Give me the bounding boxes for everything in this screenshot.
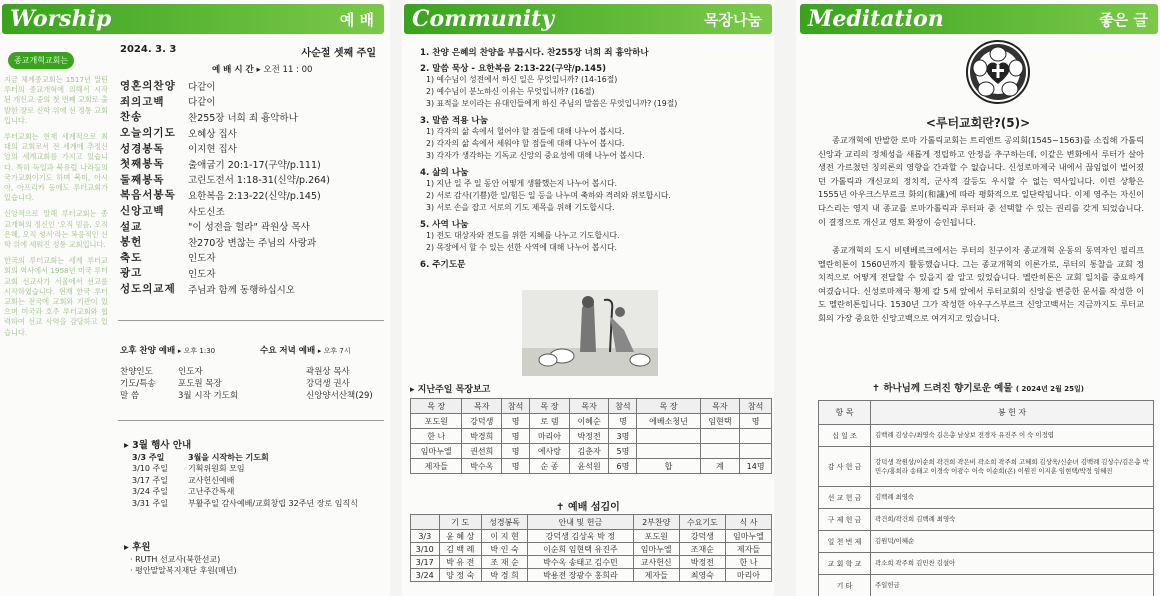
- report-cell: 5명: [609, 444, 637, 459]
- serve-cell: 한 나: [725, 556, 771, 569]
- offering-row: [819, 575, 1154, 596]
- serve-header-row: [411, 515, 772, 530]
- serve-header-cell: 성경봉독: [482, 515, 528, 530]
- order-label: 성도의교제: [120, 283, 176, 296]
- report-cell: 포도원: [411, 414, 462, 429]
- report-table: [410, 398, 772, 474]
- report-cell: 로 뎀: [530, 414, 570, 429]
- offering-header-cell: 봉 헌 자: [871, 401, 1154, 425]
- events-section: ▸ 3월 행사 안내 3/3 주일 3월을 시작하는 기도회 3/10 주일 기획위원회 모임 3/17 주일 교사헌신예배 3/24 주일 고난주간특새 3/31 주일 부활주일 감사예배/교회창립 32주년 장로 임직식: [124, 440, 382, 510]
- order-value: 다같이: [188, 81, 216, 93]
- meditation-header: [800, 4, 1158, 34]
- offering-category: 구 제 헌 금: [819, 509, 871, 531]
- serve-cell: 포도원: [633, 530, 679, 543]
- order-label: 축도: [120, 251, 143, 264]
- event-item: [132, 463, 382, 475]
- order-value: 찬255장 너희 죄 흉악하나: [188, 112, 298, 124]
- event-text: 기획위원회 모임: [188, 464, 245, 474]
- serve-header-cell: 안내 및 헌금: [528, 515, 634, 530]
- report-cell: 6명: [609, 459, 637, 474]
- meditation-header-en: Meditation: [808, 6, 944, 32]
- guide-item: 1) 예수님이 성전에서 하신 일은 무엇입니까? (14-16절): [426, 75, 618, 84]
- order-label: 설교: [120, 220, 143, 233]
- time-label: 예 배 시 간: [212, 65, 254, 75]
- offering-donors: 김백례 최영숙: [871, 487, 1154, 509]
- guide-item: 1) 지난 일 주 일 동안 어떻게 생활했는지 나누어 봅시다.: [426, 179, 617, 188]
- serve-header-cell: 2부찬양: [633, 515, 679, 530]
- serve-title: ✝ 예배 섬김이: [556, 502, 620, 513]
- event-text: 3월을 시작하는 기도회: [188, 452, 269, 462]
- service-sunday-name: 사순절 셋째 주일: [301, 48, 376, 59]
- report-cell: 임마누엘: [411, 444, 462, 459]
- order-value: 인도자: [188, 253, 216, 265]
- report-header-cell: 목자: [700, 399, 740, 414]
- serve-cell: 박 인 숙: [482, 543, 528, 556]
- worship-header-en: Worship: [10, 6, 112, 32]
- order-label: 찬송: [120, 111, 143, 124]
- serve-cell: 마리아: [725, 569, 771, 582]
- worship-header: [2, 4, 384, 34]
- serve-table: [410, 514, 772, 582]
- guide-heading: 2. 말씀 묵상 - 요한복음 2:13-22(구약/p.145): [420, 64, 607, 74]
- worship-panel: [0, 0, 390, 596]
- serve-cell: 3/17: [411, 556, 440, 569]
- event-item: [132, 498, 382, 510]
- offering-donors: 김백례 김상수/최영숙 김은총 남상보 전경자 유진주 이 숙 이정엽: [871, 425, 1154, 447]
- offering-title: ✝ 하나님께 드려진 향기로운 예물 ( 2024년 2월 25일): [872, 383, 1084, 394]
- offering-category: 교 회 학 교: [819, 553, 871, 575]
- offering-row: [819, 553, 1154, 575]
- report-cell: 명: [502, 429, 530, 444]
- order-list: [120, 78, 382, 296]
- offering-category: 감 사 헌 금: [819, 447, 871, 487]
- sponsor-item: · RUTH 선교사(북한선교): [130, 554, 221, 564]
- guide-item: 3) 서로 손을 잡고 서로의 기도 제목을 위해 기도합시다.: [426, 203, 615, 212]
- serve-cell: 조 재 순: [482, 556, 528, 569]
- report-cell: 박경희: [462, 429, 502, 444]
- report-cell: 3명: [609, 429, 637, 444]
- report-title: ▸ 지난주일 목장보고: [410, 385, 491, 395]
- order-row: [120, 109, 382, 125]
- report-cell: 박수옥: [462, 459, 502, 474]
- sidebar-badge: 종교개혁교회는: [8, 52, 74, 69]
- serve-cell: 3/3: [411, 530, 440, 543]
- serve-cell: 임마누엘: [725, 530, 771, 543]
- meditation-paragraph: 종교개혁의 도시 비텐베르크에서는 루터의 친구이자 종교개혁 운동의 동역자인 필리프 멜란히톤이 1560년까지 활동했습니다. 그는 종교개혁의 이론가로, 루터의 통찰을 교회 정치적으로 어떻게 전달할 수 있을지 잘 알고 있었습니다. 멜란히톤은 교회 일치를 중요하게 여겼습니다. 신성로마제국 황제 칼 5세 앞에서 루터교회의 신앙을 변증한 문서를 작성한 이도 멜란히톤입니다. 1530년 그가 작성한 아우구스부르크 신앙고백서는 지금까지도 루터교회의 가장 중요한 신앙고백으로 여겨지고 있습니다.: [818, 245, 1144, 323]
- event-item: [132, 452, 382, 464]
- event-text: 고난주간특새: [188, 487, 235, 497]
- luther-rose-logo: [966, 40, 1030, 108]
- order-row: [120, 281, 382, 297]
- report-header-cell: 목 장: [530, 399, 570, 414]
- order-value: 인도자: [188, 268, 216, 280]
- offering-row: [819, 447, 1154, 487]
- shepherd-illustration: [522, 290, 658, 376]
- serve-cell: 박수옥 송태고 김수민: [528, 556, 634, 569]
- report-cell: 에베소청년: [637, 414, 700, 429]
- order-row: [120, 203, 382, 219]
- order-row: [120, 250, 382, 266]
- evening-person: 강덕생 권사: [306, 379, 350, 389]
- pm-role: 말 씀: [120, 391, 140, 401]
- report-cell: 합: [637, 459, 700, 474]
- events-list: [124, 452, 382, 510]
- offering-table: [818, 400, 1154, 596]
- serve-cell: 김 백 례: [439, 543, 482, 556]
- meditation-title: <루터교회란?(5)>: [925, 116, 1031, 130]
- guide-item: 2) 각자의 삶 속에서 세워야 할 점들에 대해 나누어 봅시다.: [426, 139, 625, 148]
- serve-cell: 이순희 임현택 유진주: [528, 543, 634, 556]
- meditation-paragraph: 종교개혁에 반발한 로마 가톨릭교회는 트리엔트 공의회(1545~1563)를 소집해 가톨릭 신앙과 교리의 정체성을 새롭게 정립하고 안정을 추구하는데, 이같은 변화에서 루터가 살아생전 가르쳤던 칭의론의 영향을 간과할 수 없습니다. 신성로마제국 내에서 끊임없이 벌어졌던 가톨릭과 개신교의 정치적, 군사적 갈등도 우시할 수 없는 역사입니다. 이런 상황은 1555년 아우크스부르크 화의(和議)에 따라 평화적으로 일단락됩니다. 이제 영주는 자신이 다스리는 영지 내 종교를 로마가톨릭과 루터파 중 선택할 수 있는 권리를 갖게 되었습니다. 이 결정으로 개신교 영토 확장이 승인됩니다.: [818, 135, 1144, 227]
- divider: [118, 320, 384, 321]
- time-value: ▸ 오전 11 : 00: [256, 65, 313, 75]
- report-cell: [740, 429, 772, 444]
- serve-row: [411, 543, 772, 556]
- serve-cell: 조재순: [679, 543, 725, 556]
- sidebar-paragraph: 지금 체계종교회는 1517년 말틴 루터의 종교개혁에 의해서 시작된 개신교 중의 첫 번째 교회로 출발한 장로 신학 위에 선 정통 교회입니다.: [4, 75, 108, 125]
- report-header-cell: 참석: [740, 399, 772, 414]
- offering-donors: 김원덕/이혜순: [871, 531, 1154, 553]
- report-cell: 제자들: [411, 459, 462, 474]
- report-cell: 윤석원: [569, 459, 609, 474]
- order-row: [120, 125, 382, 141]
- offering-category: 일 천 번 제: [819, 531, 871, 553]
- offering-category: 선 교 헌 금: [819, 487, 871, 509]
- order-label: 봉헌: [120, 236, 143, 249]
- order-value: 고린도전서 1:18-31(신약/p.264): [188, 175, 330, 187]
- pm-role: 기도/특송: [120, 379, 156, 389]
- report-cell: 명: [502, 444, 530, 459]
- serve-cell: 3/10: [411, 543, 440, 556]
- order-label: 죄의고백: [120, 95, 165, 108]
- guide-heading: 1. 찬양 은혜의 찬양을 부릅시다. 찬255장 너희 죄 흉악하나: [420, 48, 649, 58]
- report-row: [411, 429, 772, 444]
- report-header-cell: 목 장: [637, 399, 700, 414]
- report-cell: 강덕생: [462, 414, 502, 429]
- community-header-en: Community: [412, 6, 555, 32]
- report-row: [411, 444, 772, 459]
- shepherd-icon: [522, 290, 658, 376]
- order-row: [120, 94, 382, 110]
- report-header-cell: 참석: [609, 399, 637, 414]
- report-cell: 한 나: [411, 429, 462, 444]
- guide-item: 1) 각자의 삶 속에서 헐어야 할 점들에 대해 나누어 봅시다.: [426, 127, 625, 136]
- report-cell: 명: [502, 414, 530, 429]
- guide-item: 2) 목장에서 할 수 있는 선한 사역에 대해 나누어 봅시다.: [426, 243, 617, 252]
- order-value: 사도신조: [188, 206, 225, 218]
- evening-time: ▸ 오후 7시: [317, 347, 351, 355]
- report-header-cell: 목자: [462, 399, 502, 414]
- report-header-row: [411, 399, 772, 414]
- afternoon-section: [120, 344, 382, 402]
- order-row: [120, 172, 382, 188]
- report-header-cell: 목 장: [411, 399, 462, 414]
- offering-category: 기 타: [819, 575, 871, 596]
- divider: [118, 420, 384, 421]
- event-date: 3/3 주일: [132, 452, 165, 462]
- report-cell: 김춘자: [569, 444, 609, 459]
- order-value: 요한복음 2:13-22(신약/p.145): [188, 190, 321, 202]
- serve-cell: 이 지 현: [482, 530, 528, 543]
- pm-time: ▸ 오후 1:30: [177, 347, 216, 355]
- sponsor-item: · 평안말알복지재단 후원(매년): [130, 566, 237, 576]
- meditation-panel: [796, 0, 1160, 596]
- event-date: 3/17 주일: [132, 475, 168, 485]
- order-label: 첫째봉독: [120, 158, 165, 171]
- offering-category: 십 일 조: [819, 425, 871, 447]
- order-value: 주님과 함께 동행하십시오: [188, 284, 295, 296]
- guide-item: 1) 전도 대상자와 전도를 위한 지혜를 나누고 기도합시다.: [426, 231, 620, 240]
- report-cell: [700, 444, 740, 459]
- evening-person: 곽원상 목사: [306, 367, 350, 377]
- report-cell: 계: [700, 459, 740, 474]
- serve-cell: 양 정 숙: [439, 569, 482, 582]
- service-date: 2024. 3. 3: [120, 44, 177, 55]
- serve-cell: 박용전 장광수 홍희라: [528, 569, 634, 582]
- report-cell: 임현택: [700, 414, 740, 429]
- evening-person: 신앙양서산책(29): [306, 391, 373, 401]
- report-cell: 명: [609, 414, 637, 429]
- order-label: 성경봉독: [120, 142, 165, 155]
- sidebar-lutheran: [4, 48, 108, 586]
- report-cell: [637, 429, 700, 444]
- order-label: 복음서봉독: [120, 189, 176, 202]
- report-cell: 순 종: [530, 459, 570, 474]
- serve-cell: 박 유 전: [439, 556, 482, 569]
- sidebar-paragraph: 루터교회는 현재 세계적으로 최대의 교회로서 전 세계에 추정신앙의 세계교회를 가지고 있습니다. 특히 독일과 북유럽 나라들의 국가교회이기도 하며 북미, 아시아, 아프리카 등에도 루터교회가 있습니다.: [4, 132, 108, 203]
- order-value: 이지현 집사: [188, 144, 237, 156]
- report-cell: 명: [502, 459, 530, 474]
- offering-donors: 강덕생 곽원상/이순희 곽건희 곽은비 곽소희 곽주희 고혜희 김상욱/신순녀 김백례 김상수/김은총 박민수/홍희라 송태고 이경숙 이광수 이숙 이순희(온) 이원진 이지훈 임현택/박정 임혜진: [871, 447, 1154, 487]
- event-date: 3/31 주일: [132, 498, 168, 508]
- serve-header-cell: 기 도: [439, 515, 482, 530]
- order-row: [120, 140, 382, 156]
- serve-cell: 강덕생: [679, 530, 725, 543]
- event-date: 3/24 주일: [132, 487, 168, 497]
- order-label: 오늘의기도: [120, 127, 176, 140]
- guide-item: 2) 서로 감사(기쁨)한 일/힘든 일 등을 나누며 축하와 격려와 위로합시다.: [426, 191, 671, 200]
- order-row: [120, 156, 382, 172]
- cell-group-guide: [420, 42, 764, 270]
- event-item: [132, 486, 382, 498]
- serve-header-cell: [411, 515, 440, 530]
- offering-donors: 곽소희 곽주희 김민찬 김설아: [871, 553, 1154, 575]
- order-row: [120, 265, 382, 281]
- luther-rose-icon: [966, 40, 1030, 104]
- community-header-ko: 목장나눔: [704, 11, 762, 29]
- community-header: [404, 4, 772, 34]
- serve-row: [411, 530, 772, 543]
- order-label: 둘째봉독: [120, 173, 165, 186]
- pm-person: 포도원 목장: [178, 379, 222, 389]
- order-value: 다같이: [188, 97, 216, 109]
- event-date: 3/10 주일: [132, 464, 168, 474]
- community-panel: [402, 0, 774, 596]
- order-value: 오혜상 집사: [188, 128, 237, 140]
- order-label: 신앙고백: [120, 205, 165, 218]
- order-label: 광고: [120, 267, 143, 280]
- guide-heading: 3. 말씀 적용 나눔: [420, 116, 489, 126]
- report-cell: [637, 444, 700, 459]
- pm-title: 오후 찬양 예배: [120, 346, 176, 356]
- pm-role: 찬양인도: [120, 367, 153, 377]
- report-cell: [740, 444, 772, 459]
- serve-cell: 임마누엘: [633, 543, 679, 556]
- guide-heading: 4. 삶의 나눔: [420, 168, 469, 178]
- order-row: [120, 78, 382, 94]
- offering-row: [819, 487, 1154, 509]
- serve-cell: 최영숙: [679, 569, 725, 582]
- guide-heading: 5. 사역 나눔: [420, 220, 469, 230]
- sidebar-paragraph: 신앙적으로 말해 루터교회는 종교개혁의 정신인 '오직 믿음, 오직 은혜, 오직 성서'라는 복음적인 신학 위에 세워진 정통 교회입니다.: [4, 209, 108, 250]
- report-row: [411, 414, 772, 429]
- sponsor-section: ▸ 후원 · RUTH 선교사(북한선교) · 평안말알복지재단 후원(매년): [124, 542, 382, 577]
- order-row: [120, 234, 382, 250]
- offering-date: ( 2024년 2월 25일): [1015, 385, 1084, 393]
- guide-heading: 6. 주기도문: [420, 260, 466, 270]
- report-cell: 박정전: [569, 429, 609, 444]
- event-text: 부활주일 감사예배/교회창립 32주년 장로 임직식: [188, 498, 358, 508]
- serve-row: [411, 569, 772, 582]
- evening-title: 수요 저녁 예배: [260, 346, 316, 356]
- report-cell: 에사랑: [530, 444, 570, 459]
- serve-cell: 윤 혜 상: [439, 530, 482, 543]
- meditation-header-ko: 좋은 글: [1099, 11, 1148, 29]
- order-value: 출애굽기 20:1-17(구약/p.111): [188, 159, 321, 171]
- event-text: 교사헌신예배: [188, 475, 235, 485]
- guide-item: 3) 각자가 생각하는 기독교 신앙의 중요성에 대해 나누어 봅시다.: [426, 151, 645, 160]
- order-row: [120, 187, 382, 203]
- report-cell: 명: [740, 414, 772, 429]
- serve-cell: 제자들: [725, 543, 771, 556]
- events-title: 3월 행사 안내: [132, 440, 192, 451]
- offering-header-cell: 항 목: [819, 401, 871, 425]
- guide-item: 3) 표적을 보이라는 유대인들에게 하신 주님의 말씀은 무엇입니까? (19절): [426, 99, 678, 108]
- offering-row: [819, 425, 1154, 447]
- serve-header-cell: 수요기도: [679, 515, 725, 530]
- offering-header-row: [819, 401, 1154, 425]
- event-item: [132, 475, 382, 487]
- order-label: 영혼의찬양: [120, 80, 176, 93]
- report-row: [411, 459, 772, 474]
- report-cell: 이혜순: [569, 414, 609, 429]
- offering-donors: 곽건희/곽건희 김백례 최영숙: [871, 509, 1154, 531]
- serve-cell: 교사헌신: [633, 556, 679, 569]
- pm-person: 인도자: [178, 367, 203, 377]
- order-row: [120, 218, 382, 234]
- order-value: "이 성전을 헐라" 곽원상 목사: [188, 222, 310, 234]
- serve-header-cell: 식 사: [725, 515, 771, 530]
- report-cell: 14명: [740, 459, 772, 474]
- sponsor-title: 후원: [132, 542, 151, 553]
- guide-item: 2) 예수님이 분노하신 이유는 무엇입니까? (16절): [426, 87, 595, 96]
- sidebar-paragraph: 한국의 루터교회는 세계 루터교회의 역사에서 1958년 미국 루터교회 선교사가 서울에서 선교를 시작하였습니다. 현재 한국 루터교회는 전국에 교회와 기관이 있으며 미국과 호주 루터교회와 협력하여 선교 사역을 감당하고 있습니다.: [4, 256, 108, 337]
- offering-row: [819, 509, 1154, 531]
- report-cell: [700, 429, 740, 444]
- pm-person: 3월 시작 기도회: [178, 391, 239, 401]
- worship-header-ko: 예 배: [339, 11, 374, 29]
- service-order: [120, 44, 382, 296]
- report-cell: 마리아: [530, 429, 570, 444]
- serve-cell: 제자들: [633, 569, 679, 582]
- offering-row: [819, 531, 1154, 553]
- report-header-cell: 목자: [569, 399, 609, 414]
- serve-cell: 박정전: [679, 556, 725, 569]
- order-value: 찬270장 변찮는 주님의 사랑과: [188, 237, 317, 249]
- offering-donors: 주일헌금: [871, 575, 1154, 596]
- serve-cell: 강덕생 김상욱 박 정: [528, 530, 634, 543]
- serve-cell: 3/24: [411, 569, 440, 582]
- serve-row: [411, 556, 772, 569]
- report-header-cell: 참석: [502, 399, 530, 414]
- serve-cell: 박 경 희: [482, 569, 528, 582]
- report-cell: 권선희: [462, 444, 502, 459]
